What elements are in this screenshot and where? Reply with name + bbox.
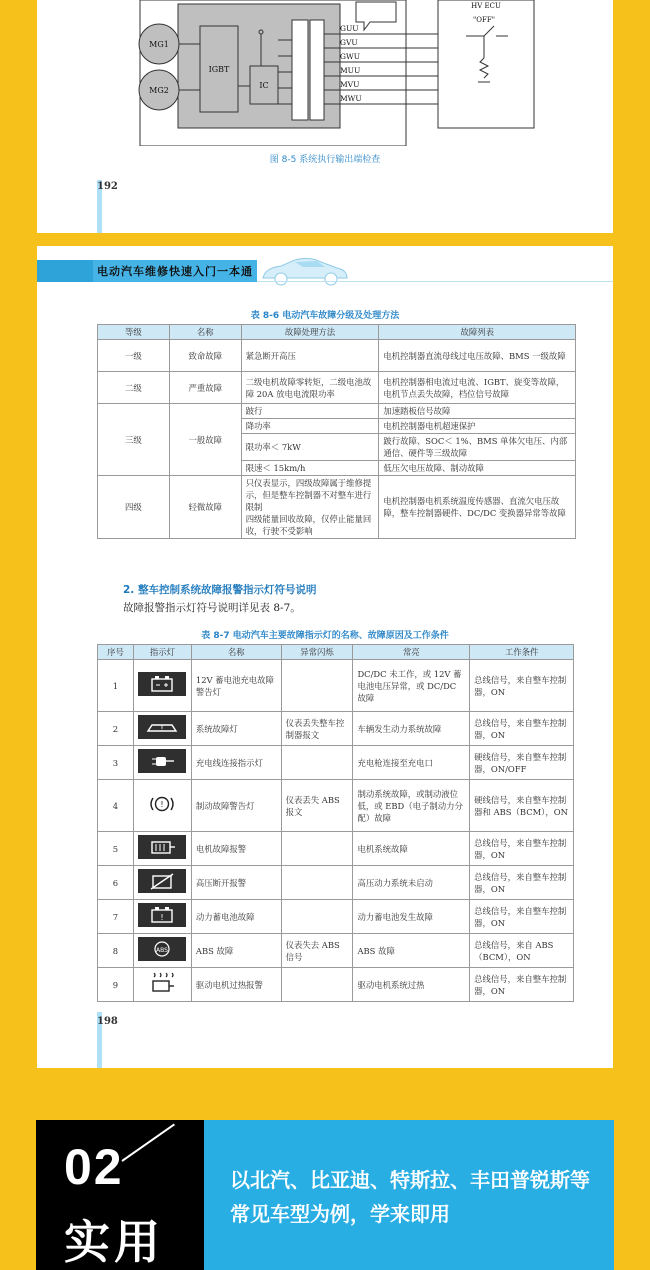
book-page-192 xyxy=(37,0,613,233)
table-row xyxy=(98,340,576,372)
flash-cell xyxy=(281,746,353,780)
running-head-title: 电动汽车维修快速入门一本通 xyxy=(97,265,253,278)
col-header-name: 名称 xyxy=(169,325,241,340)
on-cell: 车辆发生动力系统故障 xyxy=(353,712,470,746)
banner-number: 02 xyxy=(64,1139,124,1195)
level-cell: 四级 xyxy=(98,476,170,539)
flash-cell: 仪表丢失整车控制器报文 xyxy=(281,712,353,746)
col-header-no: 序号 xyxy=(98,645,134,660)
method-cell: 跛行 xyxy=(241,404,379,419)
motor-fault-icon xyxy=(138,835,186,859)
signal-guu: GUU xyxy=(340,24,359,33)
list-cell: 电机控制器电机超速保护 xyxy=(379,419,576,434)
no-cell: 2 xyxy=(98,712,134,746)
page-number: 198 xyxy=(97,1016,118,1027)
charging-plug-icon xyxy=(138,749,186,773)
condition-cell: 硬线信号，来自整车控制器，ON/OFF xyxy=(470,746,574,780)
col-header-flash: 异常闪烁 xyxy=(281,645,353,660)
lamp-name-cell: 电机故障报警 xyxy=(191,832,281,866)
hv-cutoff-icon xyxy=(138,869,186,893)
lamp-name-cell: 充电线连接指示灯 xyxy=(191,746,281,780)
list-cell: 电机控制器直流母线过电压故障、BMS 一级故障 xyxy=(379,340,576,372)
table-8-6-caption: 表 8-6 电动汽车故障分级及处理方法 xyxy=(250,311,400,321)
section-heading: 2. 整车控制系统故障报警指示灯符号说明 xyxy=(123,584,317,596)
table-row xyxy=(98,712,574,746)
banner-number-panel xyxy=(36,1120,204,1270)
lamp-cell xyxy=(133,866,191,900)
col-header-method: 故障处理方法 xyxy=(241,325,379,340)
battery-warning-icon xyxy=(138,672,186,696)
fault-level-table xyxy=(97,324,576,539)
no-cell: 3 xyxy=(98,746,134,780)
table-header-row xyxy=(98,645,574,660)
svg-text:!: ! xyxy=(160,724,165,733)
on-cell: DC/DC 未工作，或 12V 蓄电池电压异常，或 DC/DC 故障 xyxy=(353,660,470,712)
method-cell: 限速＜ 15km/h xyxy=(241,461,379,476)
list-cell: 跛行故障、SOC＜ 1%、BMS 单体欠电压、内部通信、硬件等三级故障 xyxy=(379,434,576,461)
table-row xyxy=(98,900,574,934)
circuit-diagram-svg xyxy=(118,0,538,146)
circuit-diagram xyxy=(118,0,538,146)
flash-cell xyxy=(281,900,353,934)
lamp-cell xyxy=(133,832,191,866)
table-row xyxy=(98,404,576,419)
on-cell: 驱动电机系统过热 xyxy=(353,968,470,1002)
svg-text:!: ! xyxy=(160,800,165,809)
sports-car-icon xyxy=(259,254,351,288)
signal-muu: MUU xyxy=(340,66,361,75)
no-cell: 4 xyxy=(98,780,134,832)
table-8-7-caption: 表 8-7 电动汽车主要故障指示灯的名称、故障原因及工作条件 xyxy=(201,631,449,641)
table-row xyxy=(98,934,574,968)
col-header-on: 常亮 xyxy=(353,645,470,660)
brake-warning-icon xyxy=(138,792,186,816)
col-header-condition: 工作条件 xyxy=(470,645,574,660)
flash-cell: 仪表丢失 ABS 报文 xyxy=(281,780,353,832)
flash-cell xyxy=(281,832,353,866)
lamp-name-cell: 12V 蓄电池充电故障警告灯 xyxy=(191,660,281,712)
flash-cell xyxy=(281,660,353,712)
col-header-lamp: 指示灯 xyxy=(133,645,191,660)
signal-mvu: MVU xyxy=(340,80,360,89)
flash-cell xyxy=(281,866,353,900)
condition-cell: 硬线信号，来自整车控制器和 ABS（BCM），ON xyxy=(470,780,574,832)
on-cell: ABS 故障 xyxy=(353,934,470,968)
lamp-name-cell: 驱动电机过热报警 xyxy=(191,968,281,1002)
on-cell: 动力蓄电池发生故障 xyxy=(353,900,470,934)
method-cell: 二级电机故障零转矩，二级电池故障 20A 放电电流限功率 xyxy=(241,372,379,404)
running-head-rule xyxy=(257,281,613,282)
condition-cell: 总线信号，来自整车控制器，ON xyxy=(470,968,574,1002)
table-row xyxy=(98,780,574,832)
on-cell: 电机系统故障 xyxy=(353,832,470,866)
igbt-label: IGBT xyxy=(208,65,230,74)
banner-keyword: 实用 xyxy=(64,1215,164,1269)
running-head xyxy=(37,260,613,282)
ecu-label: HV ECU xyxy=(471,2,501,10)
table-row xyxy=(98,832,574,866)
lamp-cell xyxy=(133,712,191,746)
lamp-cell xyxy=(133,746,191,780)
banner-slogan: 以北汽、比亚迪、特斯拉、丰田普锐斯等常见车型为例，学来即用 xyxy=(230,1168,590,1226)
no-cell: 5 xyxy=(98,832,134,866)
list-cell: 电机控制器相电流过电流、IGBT、旋变等故障，电机节点丢失故障，档位信号故障 xyxy=(379,372,576,404)
flash-cell: 仪表失去 ABS 信号 xyxy=(281,934,353,968)
indicator-lamp-table xyxy=(97,644,574,1002)
method-cell: 限功率＜ 7kW xyxy=(241,434,379,461)
lamp-cell xyxy=(133,780,191,832)
no-cell: 7 xyxy=(98,900,134,934)
page-number: 192 xyxy=(97,181,118,192)
method-cell: 只仪表显示，四级故障属于维修提示，但是整车控制器不对整车进行限制 四级能量回收故障，仅停止能量回收，行驶不受影响 xyxy=(241,476,379,539)
lamp-cell xyxy=(133,934,191,968)
lamp-name-cell: 制动故障警告灯 xyxy=(191,780,281,832)
table-row xyxy=(98,660,574,712)
table-row xyxy=(98,476,576,539)
traction-battery-icon xyxy=(138,903,186,927)
lamp-name-cell: 系统故障灯 xyxy=(191,712,281,746)
lamp-name-cell: 动力蓄电池故障 xyxy=(191,900,281,934)
on-cell: 制动系统故障，或制动液位低，或 EBD（电子制动力分配）故障 xyxy=(353,780,470,832)
no-cell: 9 xyxy=(98,968,134,1002)
car-fault-icon xyxy=(138,715,186,739)
col-header-level: 等级 xyxy=(98,325,170,340)
off-label: "OFF" xyxy=(473,16,495,24)
lamp-cell xyxy=(133,900,191,934)
svg-text:ABS: ABS xyxy=(156,947,169,954)
flash-cell xyxy=(281,968,353,1002)
svg-text:!: ! xyxy=(160,913,165,922)
figure-caption: 图 8-5 系统执行输出端检查 xyxy=(269,155,381,165)
name-cell: 轻微故障 xyxy=(169,476,241,539)
name-cell: 严重故障 xyxy=(169,372,241,404)
method-cell: 降功率 xyxy=(241,419,379,434)
no-cell: 1 xyxy=(98,660,134,712)
abs-icon xyxy=(138,937,186,961)
mg2-label: MG2 xyxy=(149,86,169,95)
method-cell: 紧急断开高压 xyxy=(241,340,379,372)
signal-gwu: GWU xyxy=(340,52,361,61)
condition-cell: 总线信号，来自整车控制器，ON xyxy=(470,900,574,934)
lamp-cell xyxy=(133,968,191,1002)
table-row xyxy=(98,372,576,404)
section-paragraph: 故障报警指示灯符号说明详见表 8-7。 xyxy=(123,602,301,614)
feature-banner xyxy=(36,1120,614,1270)
condition-cell: 总线信号，来自整车控制器，ON xyxy=(470,712,574,746)
table-row xyxy=(98,968,574,1002)
running-head-bar-accent xyxy=(37,260,93,282)
col-header-name: 名称 xyxy=(191,645,281,660)
list-cell: 加速踏板信号故障 xyxy=(379,404,576,419)
on-cell: 充电枪连接至充电口 xyxy=(353,746,470,780)
level-cell: 三级 xyxy=(98,404,170,476)
table-row xyxy=(98,866,574,900)
condition-cell: 总线信号，来自 ABS（BCM），ON xyxy=(470,934,574,968)
ic-label: IC xyxy=(259,81,269,90)
mg1-label: MG1 xyxy=(149,40,169,49)
condition-cell: 总线信号，来自整车控制器，ON xyxy=(470,832,574,866)
lamp-name-cell: 高压断开报警 xyxy=(191,866,281,900)
lamp-name-cell: ABS 故障 xyxy=(191,934,281,968)
condition-cell: 总线信号，来自整车控制器，ON xyxy=(470,660,574,712)
banner-slash-divider xyxy=(121,1123,175,1161)
list-cell: 低压欠电压故障、制动故障 xyxy=(379,461,576,476)
book-page-198 xyxy=(37,246,613,1068)
name-cell: 一般故障 xyxy=(169,404,241,476)
name-cell: 致命故障 xyxy=(169,340,241,372)
signal-gvu: GVU xyxy=(340,38,358,47)
motor-overheat-icon xyxy=(138,971,186,995)
condition-cell: 总线信号，来自整车控制器，ON xyxy=(470,866,574,900)
lamp-cell xyxy=(133,660,191,712)
col-header-list: 故障列表 xyxy=(379,325,576,340)
level-cell: 一级 xyxy=(98,340,170,372)
on-cell: 高压动力系统未启动 xyxy=(353,866,470,900)
no-cell: 6 xyxy=(98,866,134,900)
list-cell: 电机控制器电机系统温度传感器、直流欠电压故障，整车控制器硬件、DC/DC 变换器异常等故障 xyxy=(379,476,576,539)
level-cell: 二级 xyxy=(98,372,170,404)
no-cell: 8 xyxy=(98,934,134,968)
table-row xyxy=(98,746,574,780)
signal-mwu: MWU xyxy=(340,94,362,103)
table-header-row xyxy=(98,325,576,340)
